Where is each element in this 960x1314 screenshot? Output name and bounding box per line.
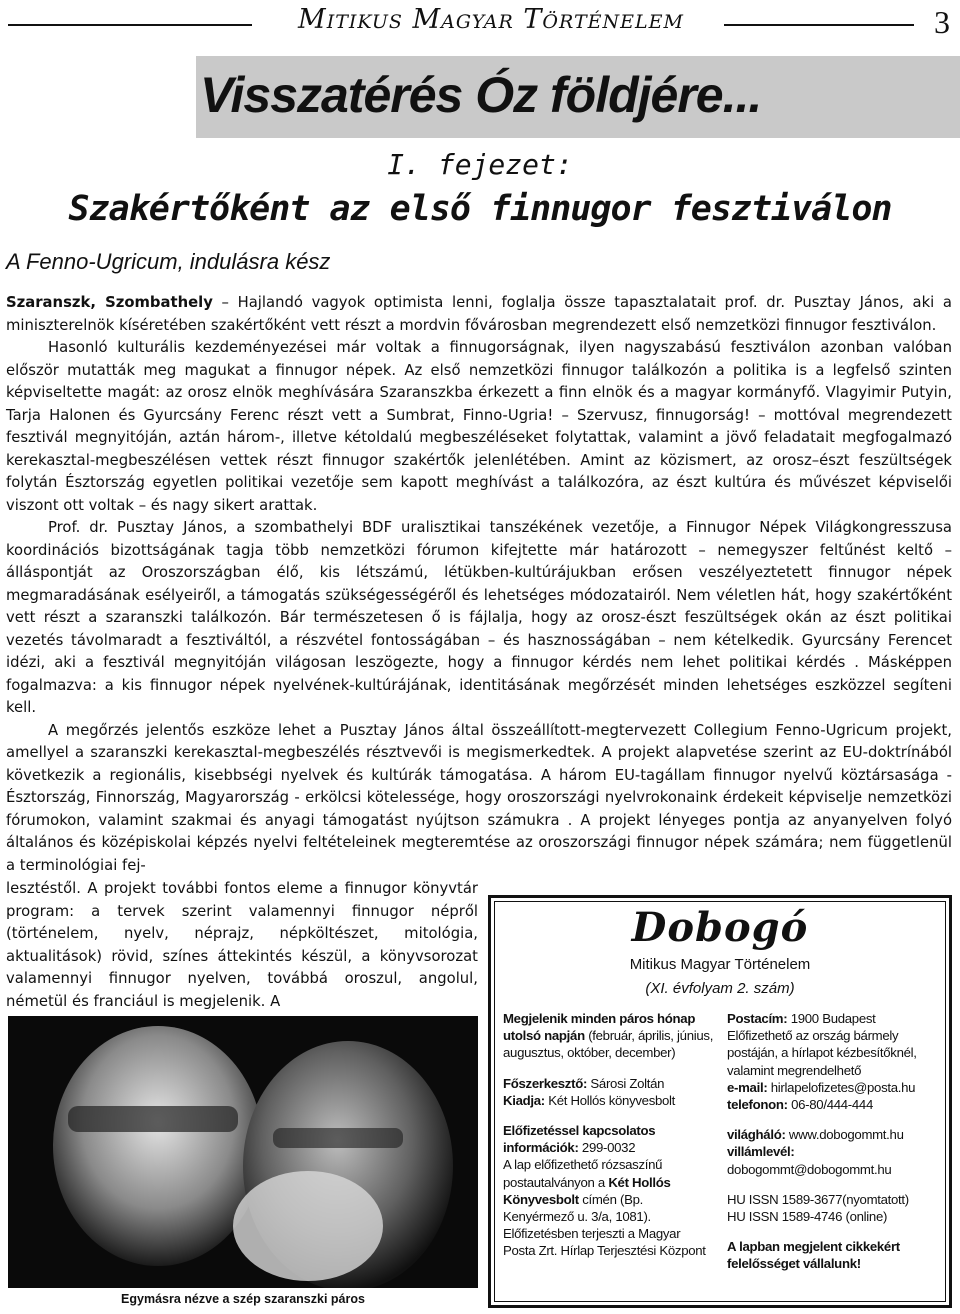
- phone-number: 06-80/444-444: [787, 1097, 873, 1113]
- article-title: Visszatérés Óz földjére...: [200, 67, 762, 123]
- publication-schedule: [503, 1010, 715, 1062]
- subscription-text: [503, 1156, 715, 1225]
- phone-label: telefonon:: [727, 1097, 788, 1113]
- postal-label: Postacím:: [727, 1011, 788, 1026]
- shop-address: címén (Bp. Kenyérmező u. 3/a, 1081).: [503, 1191, 651, 1225]
- paragraph: A megőrzés jelentős eszköze lehet a Pusztay János által összeállított-megtervezett Collegium Fenno-Ugricum projekt, amellyel a szaranszki kerekasztal-megbeszélés résztvevői is megismerkedtek. A projekt alapvetése szerint az EU-doktrínából következik a regionális, kisebbségi nyelvek és kultúrák támogatása. A három EU-tagállam finnugor nyelvű köztársasága - Észtország, Finnország, Magyarország - erkölcsi kötelessége, hogy oroszországi nyelvrokonaink érdekeit képviselje nemzetközi fórumokon, valamint szakmai és anyagi támogatást nyújtson számukra . A projekt lényeges pontja az anyanyelven folyó általános és középiskolai képzés nyelvi feltételeinek megteremtése az oroszországi finnugor népek számára; nem függetlenül a terminológiai fej-: [6, 721, 952, 874]
- chapter-label: I. fejezet:: [387, 148, 573, 181]
- masthead-logo: Dobogó: [631, 904, 809, 951]
- publisher-name: Két Hollós könyvesbolt: [544, 1092, 676, 1108]
- page-number: 3: [934, 4, 950, 40]
- editor-name: Sárosi Zoltán: [587, 1075, 665, 1091]
- subscribe-text: Előfizethető az ország bármely postáján, a hírlapot kézbesítőknél, valamint megrendelhető: [727, 1028, 917, 1078]
- postal-line: [727, 1010, 939, 1027]
- masthead-left-column: [503, 1010, 715, 1260]
- website-link[interactable]: www.dobogommt.hu: [785, 1127, 904, 1143]
- masthead-right-column: [727, 1010, 939, 1273]
- article-subtitle: Szakértőként az első finnugor fesztiválon: [68, 189, 892, 229]
- issn-print: HU ISSN 1589-3677(nyomtatott): [727, 1191, 909, 1207]
- shop-name: Két Hollós Könyvesbolt: [503, 1174, 671, 1207]
- article-body: [6, 292, 952, 877]
- dateline: Szaranszk, Szombathely: [6, 294, 213, 311]
- photo-caption: Egymásra nézve a szép szaranszki páros: [121, 1292, 365, 1306]
- subscription-text-1: A lap előfizethető rózsaszínű postautalványon a: [503, 1157, 663, 1190]
- distribution-text: Előfizetésben terjeszti a Magyar Posta Zrt. Hírlap Terjesztési Központ: [503, 1226, 706, 1259]
- responsibility-note: A lapban megjelent cikkekért felelősséget vállalunk!: [727, 1239, 900, 1272]
- title-band: [196, 56, 960, 138]
- subscription-title: Előfizetéssel kapcsolatos információk:: [503, 1123, 656, 1156]
- header-rule-right: [724, 24, 914, 26]
- issn-online: HU ISSN 1589-4746 (online): [727, 1209, 888, 1225]
- mail-label: villámlevél:: [727, 1144, 795, 1160]
- kicker: A Fenno-Ugricum, indulásra kész: [6, 249, 331, 274]
- web-line: [727, 1126, 939, 1143]
- publisher-line: [503, 1092, 715, 1109]
- mail-address[interactable]: dobogommt@dobogommt.hu: [727, 1161, 892, 1177]
- photo-image: [8, 1016, 478, 1288]
- publisher-label: Kiadja:: [503, 1092, 545, 1108]
- web-label: világháló:: [727, 1127, 786, 1143]
- postal-address: 1900 Budapest: [787, 1011, 876, 1026]
- subscription-phone: 299-0032: [578, 1140, 636, 1156]
- schedule-months: (február, április, június, augusztus, október, december): [503, 1028, 714, 1061]
- editor-line: [503, 1075, 715, 1092]
- phone-line: [727, 1096, 939, 1113]
- photo-two-men: [8, 1016, 478, 1288]
- paragraph-text: – Hajlandó vagyok optimista lenni, foglalja össze tapasztalatait prof. dr. Pusztay János, aki a miniszterelnök kíséretében szakértőként vett részt a mordvin fővárosban megrendezett első nemzetközi finnugor fesztiválon.: [6, 294, 952, 334]
- subscription-info: [503, 1122, 715, 1156]
- article-continuation: lesztéstől. A projekt további fontos eleme a finnugor könyvtár program: a tervek szerint valamennyi finnugor népről (történelem, nyelv, néprajz, népköltészet, mitológia, aktualitások) rövid, színes áttekintés készül, a könyvsorozat valamennyi finnugor nyelven, továbbá oroszul, angolul, németül és franciául is megjelenik. A: [6, 880, 478, 1010]
- paragraph: Hasonló kulturális kezdeményezései már voltak a finnugorságnak, ilyen nagyszabású fesztiválon azonban valóban először mutatták meg magukat a finnugor népek. Az első nemzetközi finnugor találkozón a politika is a legfelső szinten képviseltette magát: az orosz elnök meghívására Szaranszkba érkezett a finn elnök és a magyar kormányfő. Vlagyimir Putyin, Tarja Halonen és Gyurcsány Ferenc részt vett a Sumbrat, Finno-Ugria! – Szervusz, finnugorság! – mottóval megrendezett fesztivál megnyitóján, aztán három-, illetve kétoldalú megbeszéléseket folytattak, valamint a jövő feladatait megfogalmazó kerekasztal-megbeszélésen vettek részt finnugor szakértők jelenlétében. Amint az közismert, az orosz–észt feszültségek folytán Észtország egyetlen politikai vezetője sem kapott meghívást a találkozóra, az észt kultúra és művészet képviselői viszont ott voltak – és nagy sikert arattak.: [6, 339, 952, 514]
- header-rule-left: [8, 24, 252, 26]
- schedule-label: Megjelenik minden páros hónap utolsó napján: [503, 1011, 696, 1044]
- email-label: e-mail:: [727, 1079, 768, 1095]
- masthead-issue: (XI. évfolyam 2. szám): [645, 980, 795, 997]
- running-header: [4, 4, 956, 40]
- running-header-title: Mitikus Magyar Történelem: [298, 4, 684, 35]
- paragraph: Prof. dr. Pusztay János, a szombathelyi BDF uralisztikai tanszékének vezetője, a Finnugor Népek Világkongresszusa koordinációs bizottságának tagja több nemzetközi fórumon kifejtette már határozott – nemegyszer feltűnést keltő – álláspontját az Oroszországban élő, kis létszámú, létükben-kultúrájukban erősen veszélyeztetett finnugor népek megmaradásának esélyeiről, a támogatás szükségességéről és lehetséges módozatairól. Nem véletlen hát, hogy szakértőként vett részt a szaranszki találkozón. Bár természetesen ő is fájlalja, hogy az orosz-észt feszültségek okán az észt politikai vezetés távolmaradt a fesztiváltól, a részvétel fontosságában – és hasznosságában – nem kételkedik. Gyurcsány Ferencet idézi, aki a fesztivál megnyitóján világosan leszögezte, hogy a finnugor kérdés nem lehet politikai kérdés . Másképpen fogalmazva: a kis finnugor népek nyelvének-kultúrájának, identitásának megőrzését minden lehetséges eszközzel segíteni kell.: [6, 519, 952, 716]
- paragraph: [6, 292, 952, 337]
- email-address[interactable]: hirlapelofizetes@posta.hu: [767, 1079, 916, 1095]
- masthead-subtitle: Mitikus Magyar Történelem: [629, 956, 811, 973]
- editor-label: Főszerkesztő:: [503, 1075, 588, 1091]
- email-line: [727, 1079, 939, 1096]
- masthead-box: [488, 895, 952, 1308]
